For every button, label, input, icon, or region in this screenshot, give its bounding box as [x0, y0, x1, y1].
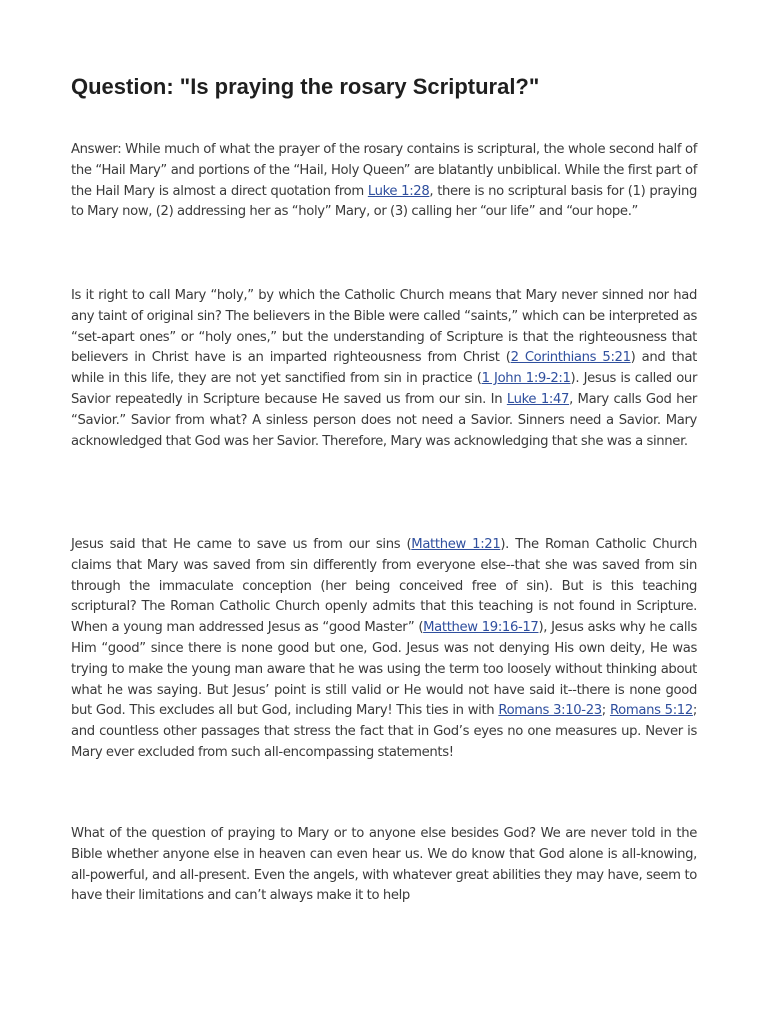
- scripture-link-1-john-1-9[interactable]: 1 John 1:9-2:1: [481, 371, 571, 387]
- paragraph-text: Is it right to call Mary “holy,” by which the Catholic Church means that Mary never sinned nor had any taint of original sin? The believers in the Bible were called “saints,” which can be interpreted as “set-apart ones” or “holy ones,” but the understanding of Scripture is that the righteousness that believers in Christ have is an imparted righteousness from Christ (: [71, 288, 697, 366]
- paragraph-text: What of the question of praying to Mary or to anyone else besides God? We are never told in the Bible whether anyone else in heaven can even hear us. We do know that God alone is all-knowing, all-powerful, and all-present. Even the angels, with whatever great abilities they may have, seem to have their limitations and can’t always make it to help: [71, 826, 697, 904]
- paragraph-text: Jesus said that He came to save us from our sins (: [71, 537, 412, 552]
- holy-paragraph: [71, 286, 697, 452]
- paragraph-text: , there is no scriptural basis for (1) praying to Mary now, (2) addressing her as “holy” Mary, or (3) calling her “our life” and “our hope.”: [71, 183, 697, 220]
- paragraph-text: ). Jesus is called our Savior repeatedly in Scripture because He saved us from our sin. In: [71, 371, 698, 407]
- prayer-paragraph: [71, 824, 697, 907]
- scripture-link-matthew-1-21[interactable]: Matthew 1:21: [411, 537, 501, 552]
- scripture-link-2-corinthians-5-21[interactable]: 2 Corinthians 5:21: [510, 350, 631, 366]
- scripture-link-romans-5-12[interactable]: Romans 5:12: [609, 703, 693, 719]
- scripture-link-romans-3-10[interactable]: Romans 3:10-23: [498, 703, 602, 719]
- paragraph-text: ), Jesus asks why he calls Him “good” since there is none good but one, God. Jesus was not denying His own deity, He was trying to make the young man aware that he was using the term too loosely without thinking about what he was saying. But Jesus’ point is still valid or He would not have said it--there is none good but God. This excludes all but God, including Mary! This ties in with: [71, 620, 697, 719]
- savior-paragraph: [71, 535, 697, 764]
- scripture-link-matthew-19-16[interactable]: Matthew 19:16-17: [423, 620, 539, 636]
- paragraph-text: , Mary calls God her “Savior.” Savior from what? A sinless person does not need a Savior. Sinners need a Savior. Mary acknowledged that God was her Savior. Therefore, Mary was acknowledging that she was a sinner.: [71, 391, 697, 449]
- paragraph-text: ; and countless other passages that stress the fact that in God’s eyes no one measures up. Never is Mary ever excluded from such all-encompassing statements!: [71, 703, 697, 760]
- answer-paragraph: [71, 140, 697, 223]
- scripture-link-luke-1-47[interactable]: Luke 1:47: [506, 391, 570, 407]
- scripture-link-luke-1-28[interactable]: Luke 1:28: [367, 183, 430, 199]
- paragraph-text: ) and that while in this life, they are not yet sanctified from sin in practice (: [71, 350, 697, 387]
- paragraph-text: ). The Roman Catholic Church claims that Mary was saved from sin differently from everyone else--that she was saved from sin through the immaculate conception (her being conceived free of sin). But is this teaching scriptural? The Roman Catholic Church openly admits that this teaching is not found in Scripture. When a young man addressed Jesus as “good Master” (: [71, 537, 697, 636]
- paragraph-text: Answer: While much of what the prayer of the rosary contains is scriptural, the whole second half of the “Hail Mary” and portions of the “Hail, Holy Queen” are blatantly unbiblical. While the first part of the Hail Mary is almost a direct quotation from: [71, 142, 697, 199]
- paragraph-text: ;: [601, 703, 610, 719]
- page-title: Question: "Is praying the rosary Scriptural?": [71, 74, 540, 99]
